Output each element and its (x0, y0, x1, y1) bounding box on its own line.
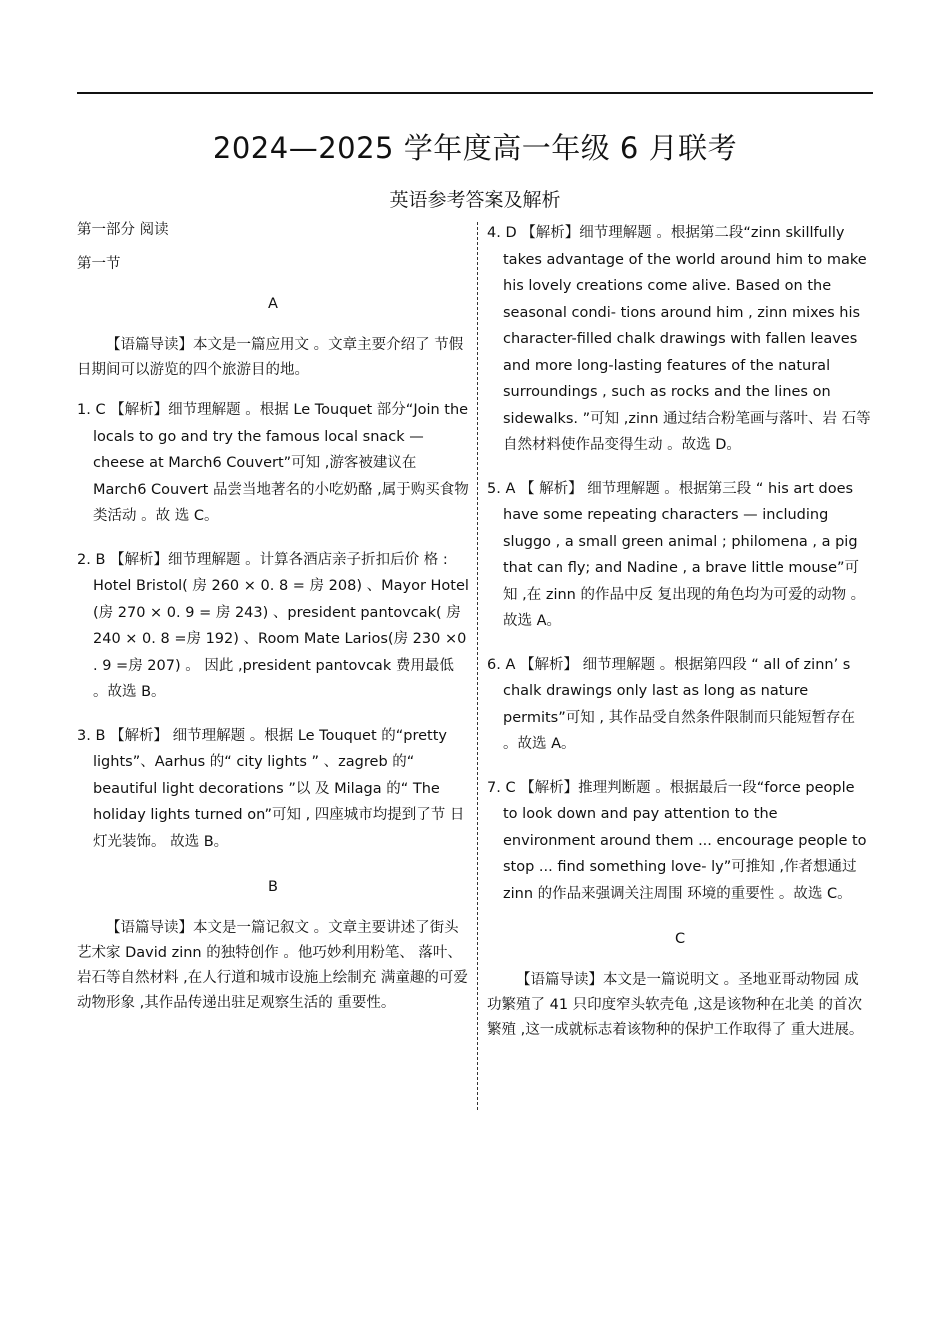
page-subtitle: 英语参考答案及解析 (389, 189, 561, 211)
answer-item: 3. B 【解析】 细节理解题 。根据 Le Touquet 的“pretty lights”、Aarhus 的“ city lights ” 、zagreb 的“ beautiful light decorations ”以 及 Milaga 的“ The holiday lights turned on”可知 , 四座城市均提到了节 日灯光装饰。 故选 B。 (77, 727, 465, 850)
answer-item: 5. A 【 解析】 细节理解题 。根据第三段 “ his art does have some repeating characters — including sluggo , a small green animal ; philomena , a pig that can fly; and Nadine , a brave little mouse”可知 ,在 zinn 的作品中反 复出现的角色均为可爱的动物 。故选 A。 (487, 480, 866, 629)
section-heading: 第一节 (77, 256, 121, 272)
page-title: 2024—2025 学年度高一年级 6 月联考 (212, 131, 738, 165)
answer-item: 6. A 【解析】 细节理解题 。根据第四段 “ all of zinn’ s chalk drawings only last as long as nature permits”可知 , 其作品受自然条件限制而只能短暂存在 。故选 A。 (487, 656, 856, 752)
passage-c-intro: 【语篇导读】本文是一篇说明文 。圣地亚哥动物园 成功繁殖了 41 只印度窄头软壳龟 ,这是该物种在北美 的首次繁殖 ,这一成就标志着该物种的保护工作取得了 重大进展。 (487, 972, 864, 1038)
passage-a-intro: 【语篇导读】本文是一篇应用文 。文章主要介绍了 节假日期间可以游览的四个旅游目的地。 (77, 337, 464, 378)
answer-item: 7. C 【解析】推理判断题 。根据最后一段“force people to look down and pay attention to the environment around them ... encourage people to stop ... find something love- ly”可推知 ,作者想通过 zinn 的作品来强调关注周围 环境的重要性 。故选 C。 (487, 779, 867, 902)
passage-b-intro: 【语篇导读】本文是一篇记叙文 。文章主要讲述了街头艺术家 David zinn 的独特创作 。他巧妙利用粉笔、 落叶、岩石等自然材料 ,在人行道和城市设施上绘制充 满童趣的可爱动物形象 ,其作品传递出驻足观察生活的 重要性。 (77, 920, 468, 1011)
left-column (77, 213, 469, 1030)
passage-b-letter: B (268, 879, 278, 895)
right-column (487, 220, 873, 1057)
column-divider (477, 222, 478, 1110)
passage-a-letter: A (268, 296, 278, 312)
passage-c-letter: C (674, 931, 686, 947)
top-rule (77, 92, 873, 94)
answer-item: 1. C 【解析】细节理解题 。根据 Le Touquet 部分“Join the locals to go and try the famous local snack — cheese at March6 Couvert”可知 ,游客被建议在 March6 Couvert 品尝当地著名的小吃奶酪 ,属于购买食物类活动 。故 选 C。 (77, 402, 469, 524)
answer-item: 4. D 【解析】细节理解题 。根据第二段“zinn skillfully takes advantage of the world around him to make his lovely creations come alive. Based on the seasonal condi- tions around him , zinn mixes his character-filled chalk drawings with fallen leaves and more long-lasting features of the natural surroundings , such as rocks and the lines on sidewalks. ”可知 ,zinn 通过结合粉笔画与落叶、岩 石等自然材料使作品变得生动 。故选 D。 (487, 225, 871, 453)
answer-item: 2. B 【解析】细节理解题 。计算各酒店亲子折扣后价 格 : Hotel Bristol( 房 260 × 0. 8 = 房 208) 、Mayor Hotel (房 270 × 0. 9 = 房 243) 、president pantovcak( 房 240 × 0. 8 =房 192) 、Room Mate Larios(房 230 ×0 . 9 =房 207) 。 因此 ,president pantovcak 费用最低 。故选 B。 (77, 551, 469, 700)
part-heading: 第一部分 阅读 (77, 222, 169, 238)
